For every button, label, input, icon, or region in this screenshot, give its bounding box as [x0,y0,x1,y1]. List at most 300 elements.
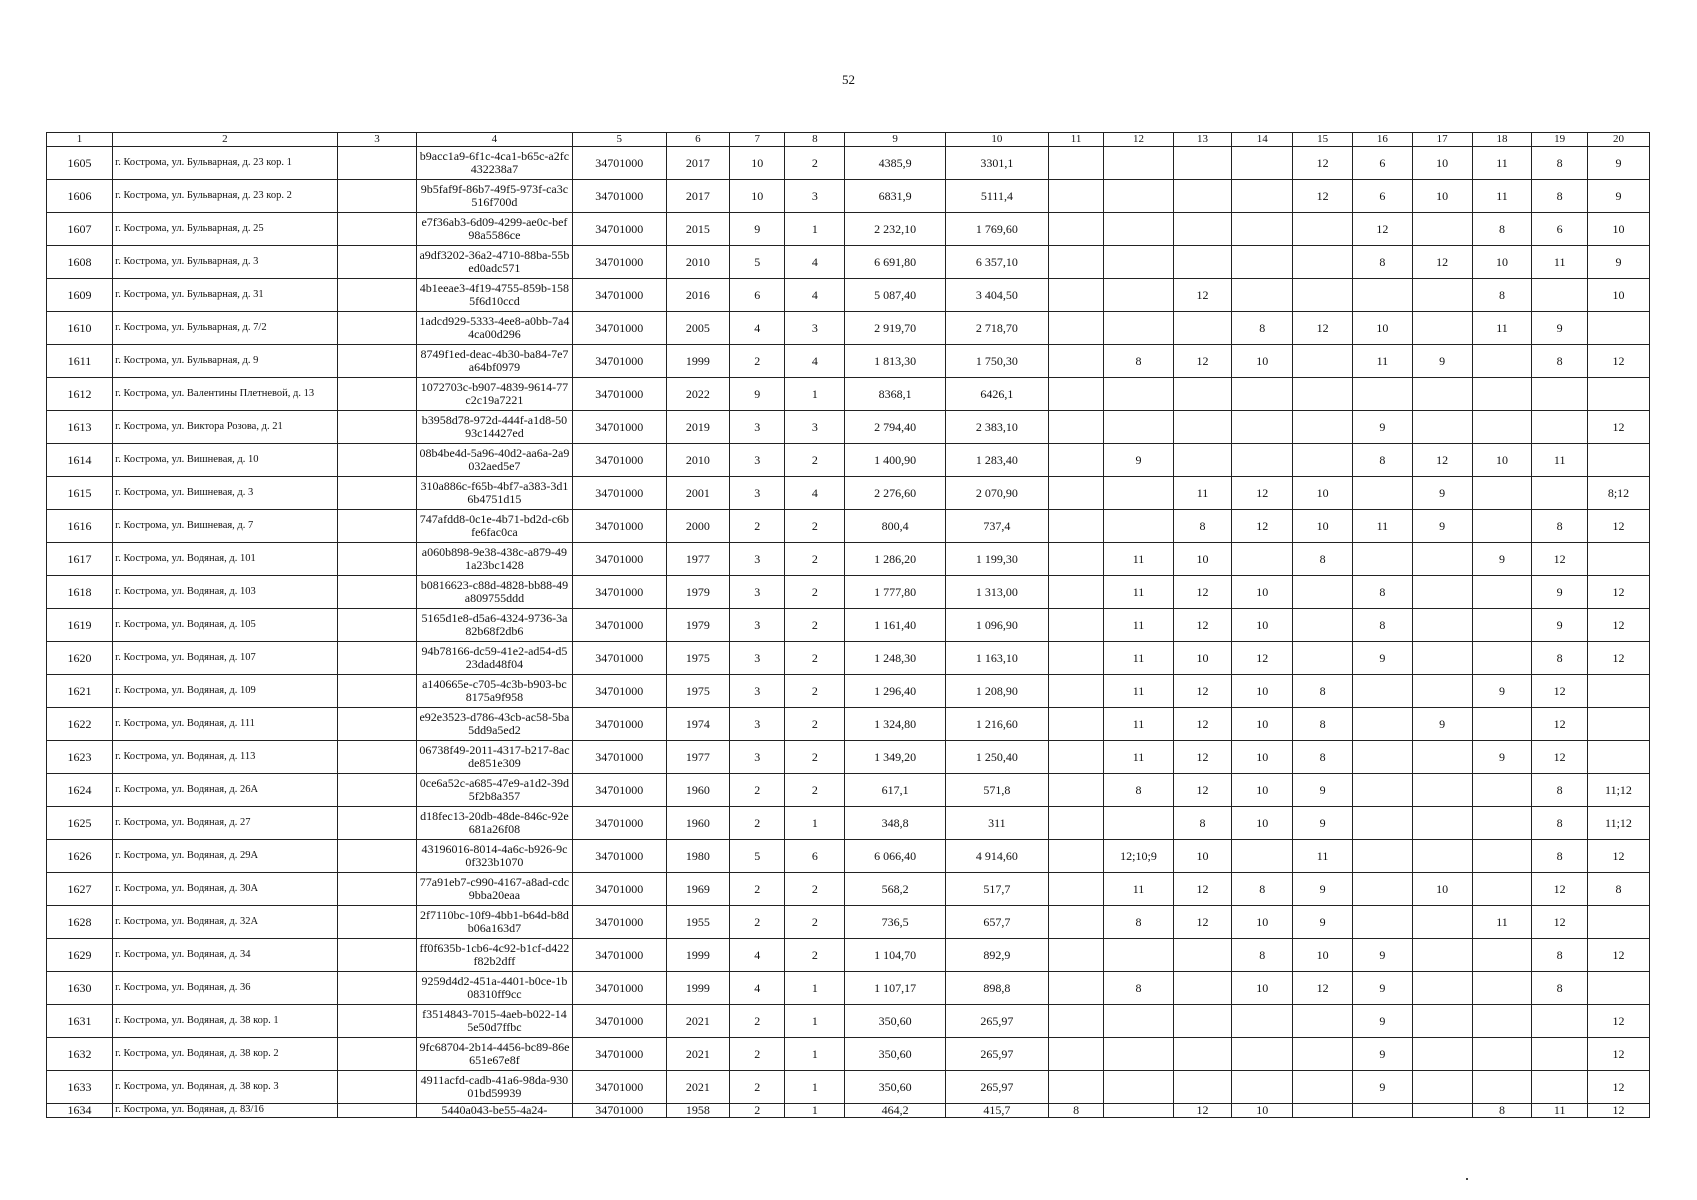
table-cell [1173,1071,1232,1104]
table-cell: 1 161,40 [845,609,946,642]
table-cell: 3 [729,609,785,642]
table-cell: 10 [1232,1104,1293,1118]
table-cell [1472,939,1532,972]
table-row [47,345,1650,378]
table-cell: 1 324,80 [845,708,946,741]
table-cell: 2000 [666,510,729,543]
column-header: 14 [1232,133,1293,147]
table-cell: 464,2 [845,1104,946,1118]
table-cell: 12 [1587,1104,1649,1118]
table-cell: 6 [785,840,845,873]
housing-register-table [46,132,1650,1118]
table-cell [1048,543,1104,576]
table-cell [1352,906,1412,939]
table-cell: 11 [1104,741,1173,774]
table-cell [1352,708,1412,741]
guid-cell: 747afdd8-0c1e-4b71-bd2d-c6bfe6fac0ca [417,510,572,543]
table-cell [1232,180,1293,213]
table-cell: 1 313,00 [945,576,1048,609]
table-cell: 9 [1587,147,1649,180]
table-cell [1412,642,1472,675]
table-cell: 1975 [666,642,729,675]
row-number-cell: 1629 [47,939,113,972]
table-cell: 1974 [666,708,729,741]
guid-cell: 43196016-8014-4a6c-b926-9c0f323b1070 [417,840,572,873]
table-cell: 12 [1587,1038,1649,1071]
table-cell [1048,147,1104,180]
guid-cell: 4b1eeae3-4f19-4755-859b-1585f6d10ccd [417,279,572,312]
guid-cell: 4911acfd-cadb-41a6-98da-93001bd59939 [417,1071,572,1104]
table-cell: 12 [1173,774,1232,807]
table-cell [337,609,417,642]
table-cell [1048,378,1104,411]
table-cell [337,378,417,411]
table-cell: 3 [785,411,845,444]
table-cell: 5 [729,840,785,873]
table-cell: 12 [1173,906,1232,939]
table-cell: 3 [729,576,785,609]
table-cell: 12 [1293,147,1353,180]
table-cell: 9 [1472,741,1532,774]
table-cell: 265,97 [945,1005,1048,1038]
row-number-cell: 1631 [47,1005,113,1038]
table-cell: 12 [1173,873,1232,906]
table-cell [1293,642,1353,675]
table-cell: 10 [1232,609,1293,642]
table-cell: 10 [1587,213,1649,246]
table-cell: 12 [1293,180,1353,213]
table-cell: 12 [1173,279,1232,312]
row-number-cell: 1632 [47,1038,113,1071]
table-cell: 34701000 [572,378,666,411]
table-row [47,642,1650,675]
table-cell: 2021 [666,1071,729,1104]
table-cell [1048,741,1104,774]
guid-cell: 77a91eb7-c990-4167-a8ad-cdc9bba20eaa [417,873,572,906]
table-cell [1587,312,1649,345]
table-cell [1412,1038,1472,1071]
table-cell: 1 248,30 [845,642,946,675]
table-cell: 34701000 [572,675,666,708]
table-cell: 12 [1587,1071,1649,1104]
table-cell: 11 [1352,345,1412,378]
table-cell: 1 750,30 [945,345,1048,378]
address-cell: г. Кострома, ул. Водяная, д. 107 [113,642,338,675]
table-cell: 348,8 [845,807,946,840]
table-cell: 34701000 [572,312,666,345]
table-cell [1412,675,1472,708]
table-cell: 12 [1587,576,1649,609]
table-cell [1173,1038,1232,1071]
table-cell [1412,906,1472,939]
guid-cell: 06738f49-2011-4317-b217-8acde851e309 [417,741,572,774]
table-cell [337,741,417,774]
column-header: 6 [666,133,729,147]
column-header: 12 [1104,133,1173,147]
table-cell: 1 199,30 [945,543,1048,576]
table-cell: 10 [1232,906,1293,939]
table-cell: 10 [729,147,785,180]
table-cell: 34701000 [572,873,666,906]
table-cell: 9 [729,213,785,246]
table-cell: 8 [1173,807,1232,840]
table-cell [1412,543,1472,576]
table-cell: 2 794,40 [845,411,946,444]
table-cell: 657,7 [945,906,1048,939]
table-cell [1104,246,1173,279]
table-cell: 3 404,50 [945,279,1048,312]
row-number-cell: 1606 [47,180,113,213]
table-cell [337,345,417,378]
table-cell: 3 [729,708,785,741]
table-cell [1104,411,1173,444]
table-cell: 8 [1472,1104,1532,1118]
table-cell: 8 [1232,939,1293,972]
table-cell [1104,807,1173,840]
table-cell [1104,510,1173,543]
guid-cell: 94b78166-dc59-41e2-ad54-d523dad48f04 [417,642,572,675]
table-cell: 12 [1412,444,1472,477]
table-cell: 6 [1352,147,1412,180]
table-cell: 12 [1587,1005,1649,1038]
table-cell: 8 [1532,642,1588,675]
table-cell [1472,411,1532,444]
table-cell: 34701000 [572,1038,666,1071]
table-cell: 9 [1104,444,1173,477]
guid-cell: 310a886c-f65b-4bf7-a383-3d16b4751d15 [417,477,572,510]
row-number-cell: 1628 [47,906,113,939]
table-cell: 12 [1532,906,1588,939]
table-cell [337,939,417,972]
table-cell [1472,642,1532,675]
table-cell: 1969 [666,873,729,906]
table-row [47,543,1650,576]
table-cell: 4 [785,345,845,378]
table-cell: 9 [1412,708,1472,741]
table-cell: 1 [785,1071,845,1104]
table-cell: 9 [1587,180,1649,213]
table-cell [1472,510,1532,543]
table-cell: 1960 [666,807,729,840]
table-cell [1587,378,1649,411]
table-cell [1293,411,1353,444]
table-cell: 12 [1173,675,1232,708]
table-cell [1293,576,1353,609]
table-cell: 2 [729,1038,785,1071]
table-row [47,873,1650,906]
table-cell: 10 [1472,246,1532,279]
table-cell: 34701000 [572,972,666,1005]
table-cell [1232,444,1293,477]
table-cell [1048,972,1104,1005]
table-cell: 12 [1587,345,1649,378]
page-number: 52 [842,72,855,87]
table-cell: 8 [1532,345,1588,378]
table-cell: 12 [1293,312,1353,345]
table-cell: 11 [1104,576,1173,609]
table-cell: 1 163,10 [945,642,1048,675]
table-cell: 517,7 [945,873,1048,906]
table-row [47,213,1650,246]
table-cell: 12 [1173,741,1232,774]
table-cell [1048,1038,1104,1071]
guid-cell: 5440a043-be55-4a24- [417,1104,572,1118]
guid-cell: 0ce6a52c-a685-47e9-a1d2-39d5f2b8a357 [417,774,572,807]
table-cell: 2017 [666,147,729,180]
table-cell: 11 [1472,147,1532,180]
table-cell [1412,972,1472,1005]
table-cell: 2019 [666,411,729,444]
table-cell: 1979 [666,609,729,642]
table-cell [337,972,417,1005]
table-cell: 8 [1532,180,1588,213]
table-cell: 34701000 [572,906,666,939]
address-cell: г. Кострома, ул. Водяная, д. 30А [113,873,338,906]
table-row [47,1104,1650,1118]
address-cell: г. Кострома, ул. Водяная, д. 34 [113,939,338,972]
table-cell: 1 [785,1038,845,1071]
table-cell: 5111,4 [945,180,1048,213]
table-cell: 1 [785,378,845,411]
table-cell [1293,1038,1353,1071]
table-cell [1352,675,1412,708]
table-cell: 9 [1293,807,1353,840]
address-cell: г. Кострома, ул. Водяная, д. 83/16 [113,1104,338,1118]
table-cell: 10 [1173,642,1232,675]
table-cell: 12 [1587,411,1649,444]
table-cell: 12 [1587,939,1649,972]
row-number-cell: 1625 [47,807,113,840]
guid-cell: a060b898-9e38-438c-a879-491a23bc1428 [417,543,572,576]
table-cell: 9 [1532,312,1588,345]
table-cell: 2021 [666,1005,729,1038]
table-row [47,807,1650,840]
table-row [47,1038,1650,1071]
table-cell: 10 [729,180,785,213]
table-cell: 10 [1293,510,1353,543]
guid-cell: 9259d4d2-451a-4401-b0ce-1b08310ff9cc [417,972,572,1005]
table-cell: 12 [1173,345,1232,378]
address-cell: г. Кострома, ул. Виктора Розова, д. 21 [113,411,338,444]
column-header: 20 [1587,133,1649,147]
table-cell: 4 914,60 [945,840,1048,873]
table-cell: 4 [785,246,845,279]
table-row [47,246,1650,279]
address-cell: г. Кострома, ул. Водяная, д. 105 [113,609,338,642]
table-cell [337,411,417,444]
table-cell: 1 349,20 [845,741,946,774]
table-cell: 10 [1232,972,1293,1005]
table-cell: 1 283,40 [945,444,1048,477]
table-cell: 2 [785,741,845,774]
column-header: 18 [1472,133,1532,147]
table-cell: 34701000 [572,477,666,510]
table-cell: 1 777,80 [845,576,946,609]
table-cell: 2 [729,510,785,543]
table-cell [1293,378,1353,411]
table-cell: 34701000 [572,213,666,246]
table-cell: 1 296,40 [845,675,946,708]
table-cell: 2 232,10 [845,213,946,246]
table-cell: 11 [1293,840,1353,873]
table-cell: 2 [785,642,845,675]
table-cell: 2 [729,873,785,906]
guid-cell: 08b4be4d-5a96-40d2-aa6a-2a9032aed5e7 [417,444,572,477]
table-cell [1472,378,1532,411]
row-number-cell: 1609 [47,279,113,312]
table-cell: 12 [1587,642,1649,675]
table-cell [337,642,417,675]
table-cell [1048,213,1104,246]
table-cell: 2 [785,576,845,609]
guid-cell: d18fec13-20db-48de-846c-92e681a26f08 [417,807,572,840]
table-cell: 8 [1532,510,1588,543]
table-cell [1104,378,1173,411]
table-cell: 8368,1 [845,378,946,411]
table-cell: 2 [729,1005,785,1038]
table-cell: 2 [729,807,785,840]
address-cell: г. Кострома, ул. Водяная, д. 36 [113,972,338,1005]
table-cell [1352,741,1412,774]
table-cell: 4 [729,972,785,1005]
table-cell [1048,510,1104,543]
table-cell: 8 [1472,279,1532,312]
table-cell [1104,939,1173,972]
table-cell [1352,279,1412,312]
table-cell: 10 [1232,576,1293,609]
table-cell [1532,279,1588,312]
table-row [47,774,1650,807]
table-cell [337,510,417,543]
table-cell [1472,708,1532,741]
guid-cell: a9df3202-36a2-4710-88ba-55bed0adc571 [417,246,572,279]
table-cell: 1960 [666,774,729,807]
table-cell [1104,1038,1173,1071]
table-cell: 11;12 [1587,807,1649,840]
column-header: 5 [572,133,666,147]
address-cell: г. Кострома, ул. Водяная, д. 101 [113,543,338,576]
table-cell: 11 [1173,477,1232,510]
table-cell: 2 070,90 [945,477,1048,510]
column-header: 4 [417,133,572,147]
table-cell [1412,378,1472,411]
table-cell: 8 [1352,609,1412,642]
guid-cell: b9acc1a9-6f1c-4ca1-b65c-a2fc432238a7 [417,147,572,180]
address-cell: г. Кострома, ул. Водяная, д. 32А [113,906,338,939]
table-cell: 2001 [666,477,729,510]
table-cell [1293,1005,1353,1038]
table-cell [337,1005,417,1038]
table-cell: 11 [1104,873,1173,906]
table-cell [1173,378,1232,411]
table-cell [337,1071,417,1104]
table-cell: 12 [1173,1104,1232,1118]
table-cell: 10 [1412,180,1472,213]
address-cell: г. Кострома, ул. Водяная, д. 111 [113,708,338,741]
table-cell [1048,279,1104,312]
table-cell: 350,60 [845,1071,946,1104]
table-cell [1293,609,1353,642]
table-cell: 34701000 [572,576,666,609]
table-cell: 8;12 [1587,477,1649,510]
table-cell: 2 [785,147,845,180]
table-cell [1472,1071,1532,1104]
row-number-cell: 1618 [47,576,113,609]
table-cell: 34701000 [572,411,666,444]
table-row [47,444,1650,477]
table-cell [1048,708,1104,741]
table-cell: 3 [729,477,785,510]
table-cell [1048,906,1104,939]
table-cell [1048,675,1104,708]
table-cell [1048,1071,1104,1104]
table-cell: 1 [785,1005,845,1038]
guid-cell: 9b5faf9f-86b7-49f5-973f-ca3c516f700d [417,180,572,213]
table-cell: 1 107,17 [845,972,946,1005]
table-cell: 9 [1293,873,1353,906]
address-cell: г. Кострома, ул. Водяная, д. 109 [113,675,338,708]
address-cell: г. Кострома, ул. Водяная, д. 38 кор. 2 [113,1038,338,1071]
table-cell: 9 [1472,675,1532,708]
table-cell: 2010 [666,246,729,279]
address-cell: г. Кострома, ул. Водяная, д. 113 [113,741,338,774]
address-cell: г. Кострома, ул. Бульварная, д. 9 [113,345,338,378]
table-cell: 2 [785,774,845,807]
table-cell: 9 [1352,642,1412,675]
table-cell: 34701000 [572,774,666,807]
table-cell: 2 [729,1071,785,1104]
table-cell [1173,147,1232,180]
table-row [47,411,1650,444]
table-cell: 3 [729,411,785,444]
row-number-cell: 1627 [47,873,113,906]
table-cell: 10 [1352,312,1412,345]
table-cell: 34701000 [572,741,666,774]
row-number-cell: 1621 [47,675,113,708]
row-number-cell: 1605 [47,147,113,180]
table-cell: 2 383,10 [945,411,1048,444]
table-cell [1048,477,1104,510]
row-number-cell: 1612 [47,378,113,411]
table-cell [337,477,417,510]
table-row [47,180,1650,213]
table-row [47,906,1650,939]
table-cell [1472,609,1532,642]
table-cell [1048,411,1104,444]
table-cell [1048,840,1104,873]
table-cell [1048,576,1104,609]
table-cell [1472,1038,1532,1071]
table-cell: 8 [1232,312,1293,345]
table-cell: 34701000 [572,180,666,213]
table-cell: 8 [1232,873,1293,906]
guid-cell: 1adcd929-5333-4ee8-a0bb-7a44ca00d296 [417,312,572,345]
guid-cell: ff0f635b-1cb6-4c92-b1cf-d422f82b2dff [417,939,572,972]
table-cell: 10 [1472,444,1532,477]
table-cell [1104,213,1173,246]
table-cell: 8 [1352,444,1412,477]
table-cell: 10 [1232,774,1293,807]
table-cell [1472,477,1532,510]
table-cell: 12 [1173,609,1232,642]
table-cell [1048,180,1104,213]
table-cell [1352,840,1412,873]
table-cell: 2 [785,708,845,741]
table-row [47,741,1650,774]
table-cell: 350,60 [845,1038,946,1071]
table-cell [1532,1071,1588,1104]
table-cell: 1 104,70 [845,939,946,972]
